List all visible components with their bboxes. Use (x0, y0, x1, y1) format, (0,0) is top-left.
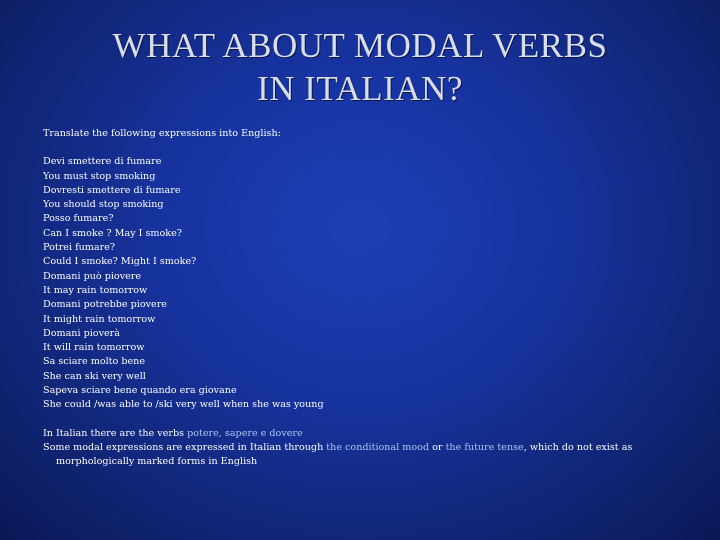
list-item: Posso fumare? (43, 213, 114, 225)
list-item: Domani potrebbe piovere (43, 299, 167, 311)
list-item: It might rain tomorrow (43, 313, 156, 325)
slide-body (43, 127, 683, 470)
list-item: Potrei fumare? (43, 242, 116, 254)
list-item: She can ski very well (43, 370, 146, 382)
note1-highlight: potere, sapere e dovere (187, 427, 303, 439)
list-item: Could I smoke? Might I smoke? (43, 256, 197, 268)
note2-highlight-future: the future tense (445, 441, 524, 453)
note-modal-verbs (43, 427, 683, 441)
list-item: She could /was able to /ski very well when she was young (43, 399, 324, 411)
list-item: Can I smoke ? May I smoke? (43, 227, 182, 239)
note-modal-expressions (43, 441, 686, 470)
notes (43, 427, 683, 470)
list-item: Domani può piovere (43, 270, 142, 282)
note2-part3: , which do not exist as morphologically marked forms in English (56, 441, 633, 468)
list-item: Domani pioverà (43, 327, 120, 339)
list-item: It will rain tomorrow (43, 342, 145, 354)
list-item: Sa sciare molto bene (43, 356, 146, 368)
note2-part2: or (429, 441, 446, 453)
note2-part1: Some modal expressions are expressed in Italian through (43, 441, 327, 453)
list-item: You must stop smoking (43, 170, 156, 182)
expression-list (43, 155, 683, 412)
intro-text: Translate the following expressions into English: (43, 128, 281, 139)
list-item: You should stop smoking (43, 199, 164, 211)
note2-highlight-conditional: the conditional mood (326, 441, 430, 453)
note1-prefix: In Italian there are the verbs (43, 427, 188, 439)
list-item: Sapeva sciare bene quando era giovane (43, 385, 237, 397)
title-line-2: IN ITALIAN? (257, 69, 463, 108)
title-line-1: WHAT ABOUT MODAL VERBS (112, 26, 608, 65)
list-item: Devi smettere di fumare (43, 156, 162, 168)
slide-title (40, 24, 680, 110)
list-item: It may rain tomorrow (43, 284, 148, 296)
list-item: Dovresti smettere di fumare (43, 184, 181, 196)
